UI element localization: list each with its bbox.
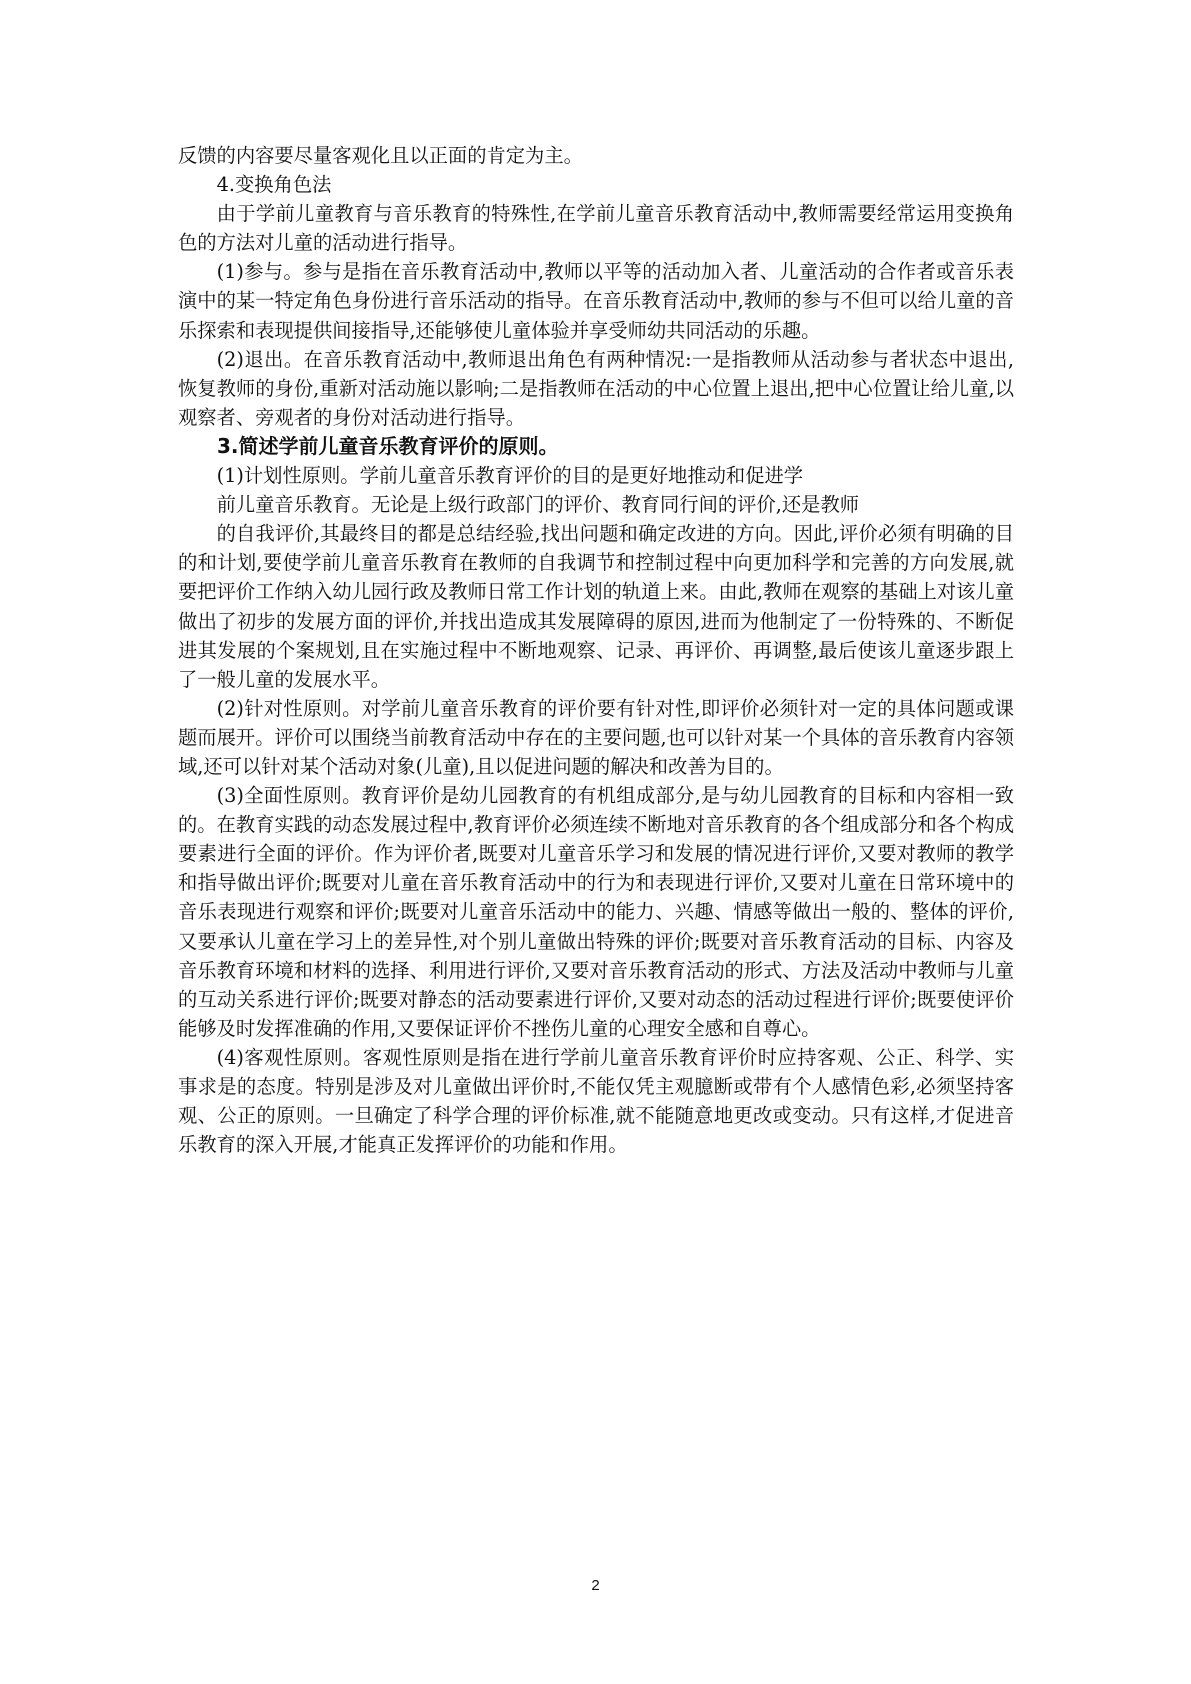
paragraph-withdrawal: (2)退出。在音乐教育活动中,教师退出角色有两种情况:一是指教师从活动参与者状态中退出,恢复教师的身份,重新对活动施以影响;二是指教师在活动的中心位置上退出,把中心位置让给儿童,以观察者、旁观者的身份对活动进行指导。	[178, 347, 1014, 429]
paragraph-participation: (1)参与。参与是指在音乐教育活动中,教师以平等的活动加入者、儿童活动的合作者或音乐表演中的某一特定角色身份进行音乐活动的指导。在音乐教育活动中,教师的参与不但可以给儿童的音乐探索和表现提供间接指导,还能够使儿童体验并享受师幼共同活动的乐趣。	[178, 260, 1014, 342]
document-body	[178, 141, 1014, 1159]
paragraph-targeting-principle: (2)针对性原则。对学前儿童音乐教育的评价要有针对性,即评价必须针对一定的具体问题或课题而展开。评价可以围绕当前教育活动中存在的主要问题,也可以针对某一个具体的音乐教育内容领域,还可以针对某个活动对象(儿童),且以促进问题的解决和改善为目的。	[178, 696, 1014, 778]
paragraph-continuation: 反馈的内容要尽量客观化且以正面的肯定为主。	[178, 144, 583, 167]
page-number: 2	[591, 1577, 600, 1594]
paragraph-planning-principle-line1: (1)计划性原则。学前儿童音乐教育评价的目的是更好地推动和促进学	[216, 464, 804, 488]
paragraph-comprehensive-principle: (3)全面性原则。教育评价是幼儿园教育的有机组成部分,是与幼儿园教育的目标和内容相一致的。在教育实践的动态发展过程中,教育评价必须连续不断地对音乐教育的各个组成部分和各个构成要素进行全面的评价。作为评价者,既要对儿童音乐学习和发展的情况进行评价,又要对教师的教学和指导做出评价;既要对儿童在音乐教育活动中的行为和表现进行评价,又要对儿童在日常环境中的音乐表现进行观察和评价;既要对儿童音乐活动中的能力、兴趣、情感等做出一般的、整体的评价,又要承认儿童在学习上的差异性,对个别儿童做出特殊的评价;既要对音乐教育活动的目标、内容及音乐教育环境和材料的选择、利用进行评价,又要对音乐教育活动的形式、方法及活动中教师与儿童的互动关系进行评价;既要对静态的活动要素进行评价,又要对动态的活动过程进行评价;既要使评价能够及时发挥准确的作用,又要保证评价不挫伤儿童的心理安全感和自尊心。	[178, 784, 1014, 1040]
paragraph-planning-principle-body: 的自我评价,其最终目的都是总结经验,找出问题和确定改进的方向。因此,评价必须有明确的目的和计划,要使学前儿童音乐教育在教师的自我调节和控制过程中向更加科学和完善的方向发展,就要把评价工作纳入幼儿园行政及教师日常工作计划的轨道上来。由此,教师在观察的基础上对该儿童做出了初步的发展方面的评价,并找出造成其发展障碍的原因,进而为他制定了一份特殊的、不断促进其发展的个案规划,且在实施过程中不断地观察、记录、再评价、再调整,最后使该儿童逐步跟上了一般儿童的发展水平。	[178, 522, 1014, 691]
paragraph-objectivity-principle: (4)客观性原则。客观性原则是指在进行学前儿童音乐教育评价时应持客观、公正、科学、实事求是的态度。特别是涉及对儿童做出评价时,不能仅凭主观臆断或带有个人感情色彩,必须坚持客观、公正的原则。一旦确定了科学合理的评价标准,就不能随意地更改或变动。只有这样,才促进音乐教育的深入开展,才能真正发挥评价的功能和作用。	[178, 1045, 1014, 1157]
question-heading: 3.简述学前儿童音乐教育评价的原则。	[217, 433, 559, 458]
paragraph-role-change-intro: 由于学前儿童教育与音乐教育的特殊性,在学前儿童音乐教育活动中,教师需要经常运用变换角色的方法对儿童的活动进行指导。	[178, 202, 1014, 255]
paragraph-planning-principle-line2: 前儿童音乐教育。无论是上级行政部门的评价、教育同行间的评价,还是教师	[216, 493, 860, 517]
section-heading-role-change: 4.变换角色法	[216, 173, 332, 197]
